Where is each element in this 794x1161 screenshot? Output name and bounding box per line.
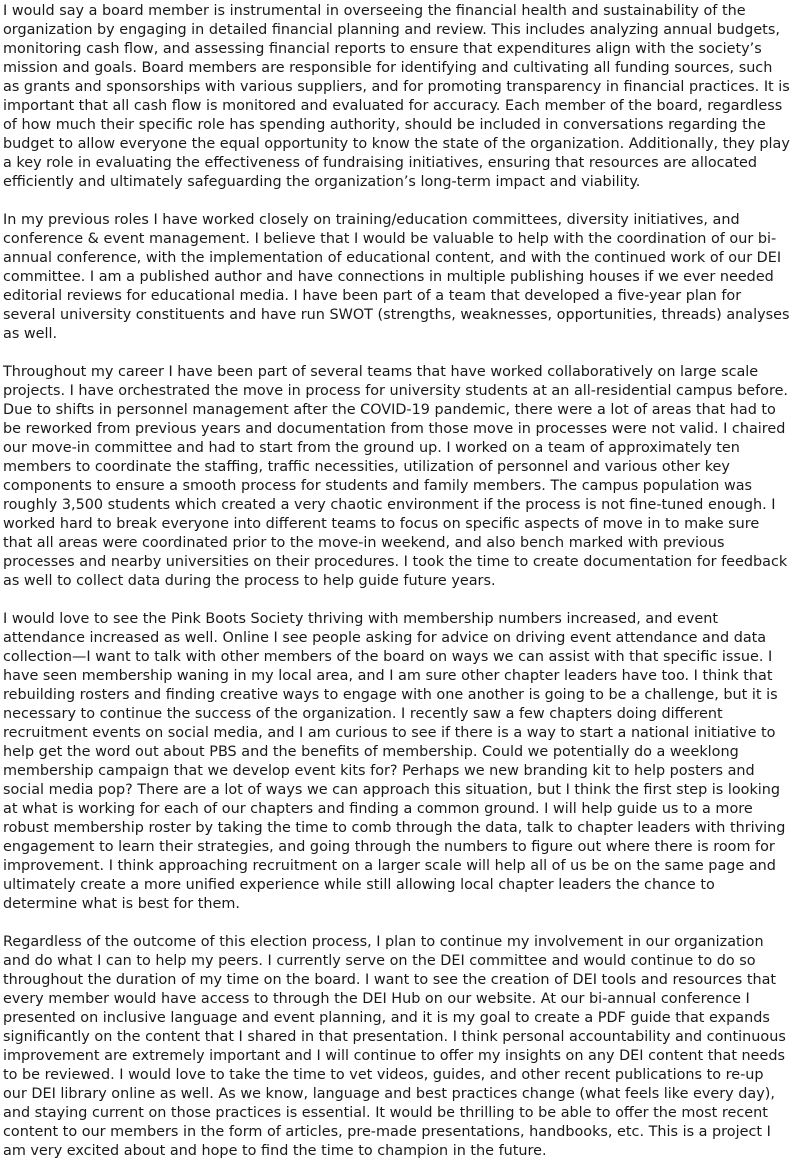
paragraph-membership-goals: I would love to see the Pink Boots Society thriving with membership numbers increased, and event attendance increased as well. Online I see people asking for advice on driving event attendance and data collection—I want to talk with other members of the board on ways we can assist with that specific issue. I have seen membership waning in my local area, and I am sure other chapter leaders have too. I think that rebuilding rosters and finding creative ways to engage with one another is going to be a challenge, but it is necessary to continue the success of the organization. I recently saw a few chapters doing different recruitment events on social media, and I am curious to see if there is a way to start a national initiative to help get the word out about PBS and the benefits of membership. Could we potentially do a weeklong membership campaign that we develop event kits for? Perhaps we new branding kit to help posters and social media pop? There are a lot of ways we can approach this situation, but I think the first step is looking at what is working for each of our chapters and finding a common ground. I will help guide us to a more robust membership roster by taking the time to comb through the data, talk to chapter leaders with thriving engagement to learn their strategies, and going through the numbers to figure out where there is room for improvement. I think approaching recruitment on a larger scale will help all of us be on the same page and ultimately create a more unified experience while still allowing local chapter leaders the chance to determine what is best for them. bbox=[3, 611, 786, 912]
paragraph-career-projects: Throughout my career I have been part of several teams that have worked collaboratively on large scale projects. I have orchestrated the move in process for university students at an all-residential campus before. Due to shifts in personnel management after the COVID-19 pandemic, there were a lot of areas that had to be reworked from previous years and documentation from those move in processes were not valid. I chaired our move-in committee and had to start from the ground up. I worked on a team of approximately ten members to coordinate the staffing, traffic necessities, utilization of personnel and various other key components to ensure a smooth process for students and family members. The campus population was roughly 3,500 students which created a very chaotic environment if the process is not fine-tuned enough. I worked hard to break everyone into different teams to focus on specific aspects of move in to make sure that all areas were coordinated prior to the move-in weekend, and also bench marked with previous processes and nearby universities on their procedures. I took the time to create documentation for feedback as well to collect data during the process to help guide future years. bbox=[3, 364, 788, 589]
paragraph-dei-involvement: Regardless of the outcome of this election process, I plan to continue my involvement in our organization and do what I can to help my peers. I currently serve on the DEI committee and would continue to do so throughout the duration of my time on the board. I want to see the creation of DEI tools and resources that every member would have access to through the DEI Hub on our website. At our bi-annual conference I presented on inclusive language and event planning, and it is my goal to create a PDF guide that expands significantly on the content that I shared in that presentation. I think personal accountability and continuous improvement are extremely important and I will continue to offer my insights on any DEI content that needs to be reviewed. I would love to take the time to vet videos, guides, and other recent publications to re-up our DEI library online as well. As we know, language and best practices change (what feels like every day), and staying current on those practices is essential. It would be thrilling to be able to offer the most recent content to our members in the form of articles, pre-made presentations, handbooks, etc. This is a project I am very excited about and hope to find the time to champion in the future. bbox=[3, 934, 786, 1159]
paragraph-financial-oversight: I would say a board member is instrumental in overseeing the financial health and sustainability of the organization by engaging in detailed financial planning and review. This includes analyzing annual budgets, monitoring cash flow, and assessing financial reports to ensure that expenditures align with the society’s mission and goals. Board members are responsible for identifying and cultivating all funding sources, such as grants and sponsorships with various suppliers, and for promoting transparency in financial practices. It is important that all cash flow is monitored and evaluated for accuracy. Each member of the board, regardless of how much their specific role has spending authority, should be included in conversations regarding the budget to allow everyone the equal opportunity to know the state of the organization. Additionally, they play a key role in evaluating the effectiveness of fundraising initiatives, ensuring that resources are allocated efficiently and ultimately safeguarding the organization’s long-term impact and viability. bbox=[3, 3, 790, 190]
paragraph-previous-roles: In my previous roles I have worked closely on training/education committees, diversity initiatives, and conference & event management. I believe that I would be valuable to help with the coordination of our bi-annual conference, with the implementation of educational content, and with the continued work of our DEI committee. I am a published author and have connections in multiple publishing houses if we ever needed editorial reviews for educational media. I have been part of a team that developed a five-year plan for several university constituents and have run SWOT (strengths, weaknesses, opportunities, threads) analyses as well. bbox=[3, 212, 790, 342]
